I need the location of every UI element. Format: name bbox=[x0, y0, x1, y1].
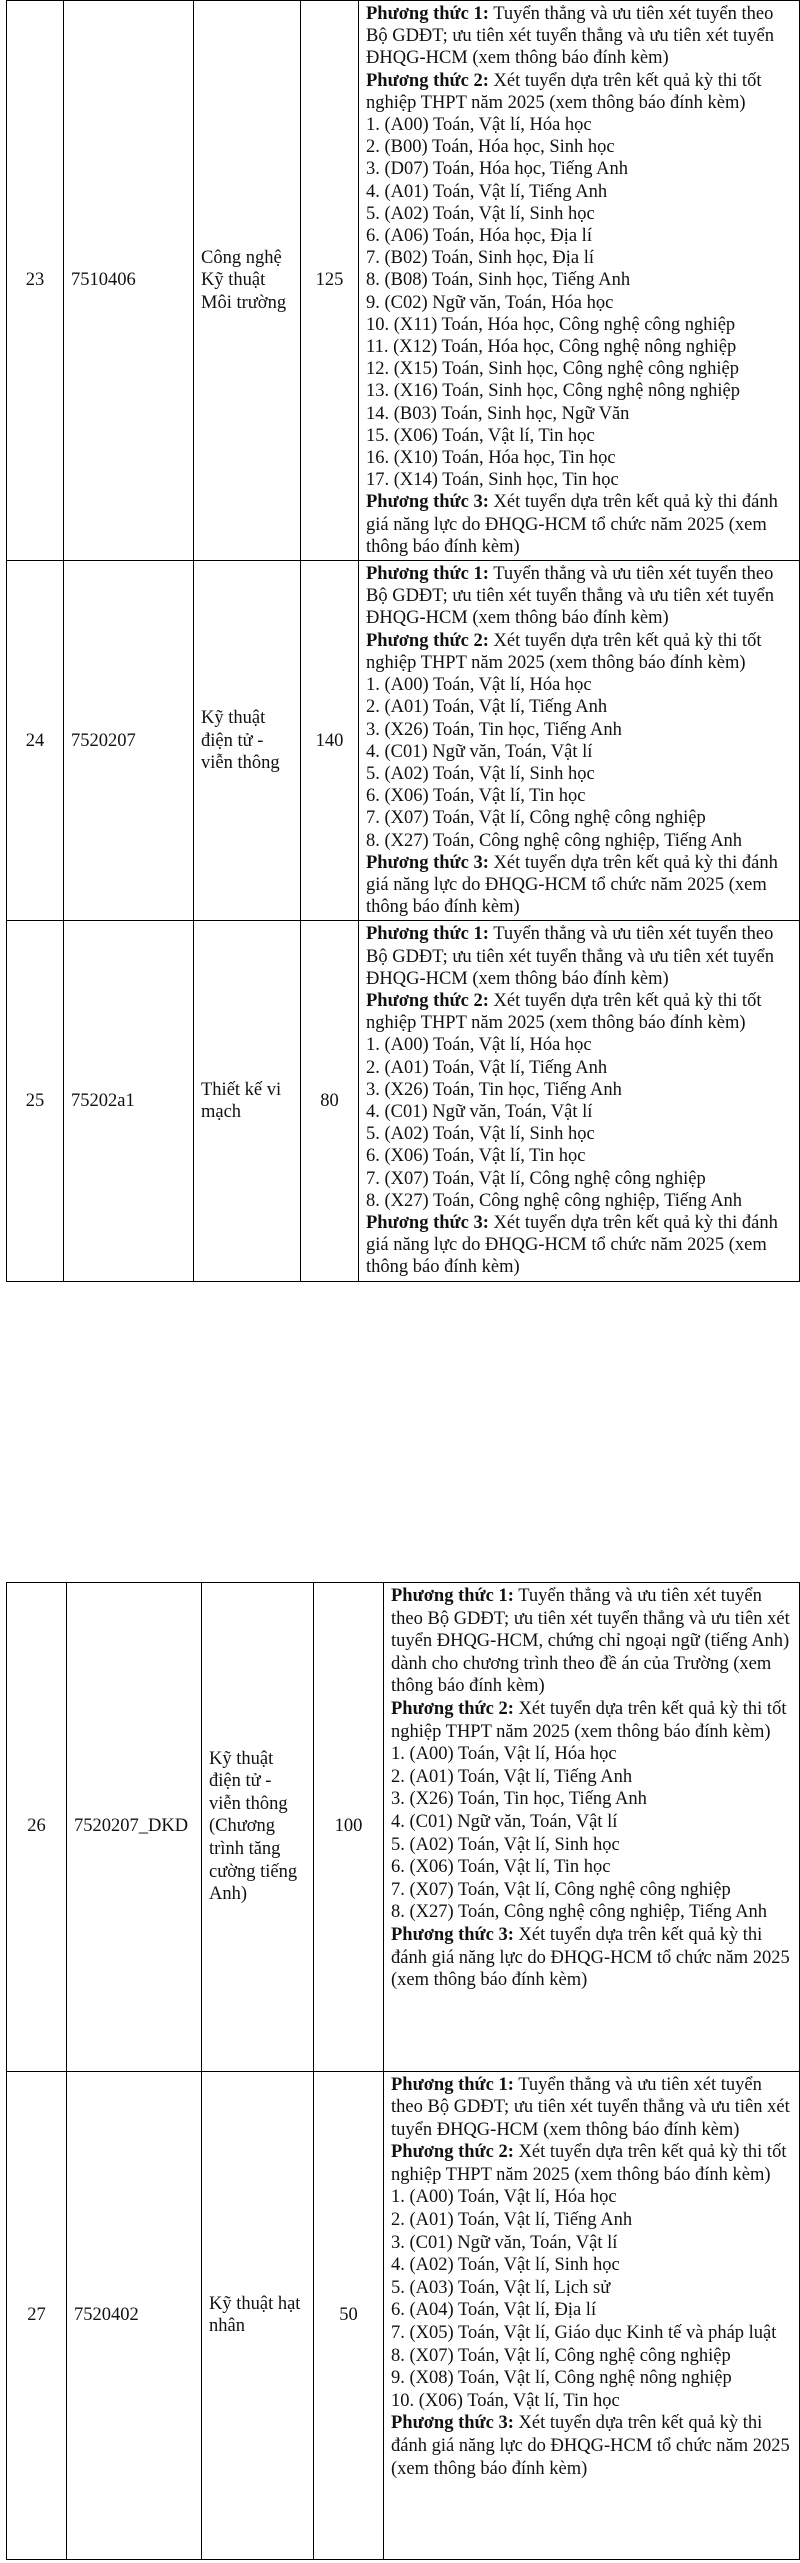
subject-combination-item: 8. (X27) Toán, Công nghệ công nghiệp, Tiếng Anh bbox=[366, 830, 743, 851]
subject-combination-list bbox=[366, 674, 792, 852]
major-name: Kỹ thuật hạt nhân bbox=[202, 2071, 314, 2560]
subject-combination-list bbox=[366, 1034, 792, 1212]
subject-combination-item: 5. (A02) Toán, Vật lí, Sinh học bbox=[366, 763, 595, 784]
row-number: 24 bbox=[7, 561, 64, 921]
admission-table-bottom bbox=[6, 1582, 800, 2560]
method-3-label: Phương thức 3: bbox=[391, 2413, 514, 2434]
major-code: 7520402 bbox=[67, 2071, 202, 2560]
subject-combination-item: 9. (X08) Toán, Vật lí, Công nghệ nông nghiệp bbox=[391, 2368, 732, 2389]
method-2-text: Xét tuyển dựa trên kết quả kỳ thi tốt nghiệp THPT năm 2025 (xem thông báo đính kèm) bbox=[366, 990, 762, 1034]
subject-combination-item: 7. (X07) Toán, Vật lí, Công nghệ công nghiệp bbox=[366, 1168, 706, 1189]
method-1 bbox=[391, 2074, 792, 2142]
admission-methods bbox=[359, 1, 800, 561]
subject-combination-item: 1. (A00) Toán, Vật lí, Hóa học bbox=[366, 1035, 592, 1056]
method-3-text: Xét tuyển dựa trên kết quả kỳ thi đánh giá năng lực do ĐHQG-HCM tổ chức năm 2025 (xem thông báo đính kèm) bbox=[391, 2413, 790, 2479]
subject-combination-item: 1. (A00) Toán, Vật lí, Hóa học bbox=[366, 115, 592, 136]
subject-combination-item: 2. (A01) Toán, Vật lí, Tiếng Anh bbox=[391, 2210, 633, 2231]
subject-combination-item: 8. (X27) Toán, Công nghệ công nghiệp, Tiếng Anh bbox=[391, 1902, 768, 1923]
major-code: 75202a1 bbox=[64, 921, 194, 1281]
method-3 bbox=[391, 2412, 792, 2480]
row-number: 27 bbox=[7, 2071, 67, 2560]
subject-combination-item: 2. (A01) Toán, Vật lí, Tiếng Anh bbox=[391, 1766, 633, 1787]
table-row bbox=[7, 561, 800, 921]
enrollment-target: 125 bbox=[301, 1, 359, 561]
method-3-label: Phương thức 3: bbox=[391, 1924, 514, 1945]
subject-combination-item: 13. (X16) Toán, Sinh học, Công nghệ nông nghiệp bbox=[366, 381, 740, 402]
enrollment-target: 50 bbox=[314, 2071, 384, 2560]
admission-methods bbox=[384, 1583, 800, 2072]
method-1 bbox=[366, 923, 792, 990]
major-code: 7520207 bbox=[64, 561, 194, 921]
method-1-label: Phương thức 1: bbox=[366, 924, 489, 945]
subject-combination-item: 1. (A00) Toán, Vật lí, Hóa học bbox=[366, 675, 592, 696]
major-code: 7520207_DKD bbox=[67, 1583, 202, 2072]
subject-combination-item: 17. (X14) Toán, Sinh học, Tin học bbox=[366, 470, 619, 491]
subject-combination-item: 10. (X11) Toán, Hóa học, Công nghệ công nghiệp bbox=[366, 314, 736, 335]
method-3-label: Phương thức 3: bbox=[366, 1212, 489, 1233]
major-code: 7510406 bbox=[64, 1, 194, 561]
subject-combination-list bbox=[391, 2186, 792, 2412]
admission-methods bbox=[359, 921, 800, 1281]
method-3-text: Xét tuyển dựa trên kết quả kỳ thi đánh giá năng lực do ĐHQG-HCM tổ chức năm 2025 (xem thông báo đính kèm) bbox=[391, 1924, 790, 1991]
subject-combination-item: 5. (A03) Toán, Vật lí, Lịch sử bbox=[391, 2277, 611, 2298]
method-1 bbox=[366, 3, 792, 70]
subject-combination-item: 6. (X06) Toán, Vật lí, Tin học bbox=[391, 1857, 611, 1878]
method-2 bbox=[366, 70, 792, 114]
table-row bbox=[7, 1, 800, 561]
major-name: Kỹ thuật điện tử - viễn thông (Chương trình tăng cường tiếng Anh) bbox=[202, 1583, 314, 2072]
subject-combination-item: 7. (X07) Toán, Vật lí, Công nghệ công nghiệp bbox=[391, 1879, 731, 1900]
subject-combination-item: 8. (X07) Toán, Vật lí, Công nghệ công nghiệp bbox=[391, 2345, 731, 2366]
admission-table-top bbox=[6, 0, 800, 1282]
method-3 bbox=[366, 1212, 792, 1279]
method-2-text: Xét tuyển dựa trên kết quả kỳ thi tốt nghiệp THPT năm 2025 (xem thông báo đính kèm) bbox=[391, 1698, 787, 1742]
subject-combination-item: 14. (B03) Toán, Sinh học, Ngữ Văn bbox=[366, 403, 630, 424]
method-2 bbox=[366, 990, 792, 1034]
subject-combination-item: 1. (A00) Toán, Vật lí, Hóa học bbox=[391, 1744, 617, 1765]
table-row bbox=[7, 2071, 800, 2560]
method-3-label: Phương thức 3: bbox=[366, 852, 489, 873]
subject-combination-item: 6. (A06) Toán, Hóa học, Địa lí bbox=[366, 226, 592, 247]
method-3-label: Phương thức 3: bbox=[366, 492, 489, 513]
subject-combination-list bbox=[366, 114, 792, 491]
method-2-label: Phương thức 2: bbox=[366, 990, 489, 1011]
subject-combination-item: 7. (B02) Toán, Sinh học, Địa lí bbox=[366, 248, 595, 269]
method-1-text: Tuyển thẳng và ưu tiên xét tuyển theo Bộ GDĐT; ưu tiên xét tuyển thẳng và ưu tiên xét tuyển ĐHQG-HCM (xem thông báo đính kèm) bbox=[366, 924, 774, 989]
method-1-text: Tuyển thẳng và ưu tiên xét tuyển theo Bộ GDĐT; ưu tiên xét tuyển thẳng và ưu tiên xét tuyển ĐHQG-HCM (xem thông báo đính kèm) bbox=[366, 4, 774, 69]
method-1-label: Phương thức 1: bbox=[366, 4, 489, 24]
admission-methods bbox=[384, 2071, 800, 2560]
table-row bbox=[7, 921, 800, 1281]
subject-combination-item: 2. (A01) Toán, Vật lí, Tiếng Anh bbox=[366, 1057, 608, 1078]
method-3-text: Xét tuyển dựa trên kết quả kỳ thi đánh giá năng lực do ĐHQG-HCM tổ chức năm 2025 (xem thông báo đính kèm) bbox=[366, 492, 778, 557]
method-2-label: Phương thức 2: bbox=[366, 630, 489, 651]
subject-combination-item: 6. (X06) Toán, Vật lí, Tin học bbox=[366, 1146, 586, 1167]
subject-combination-item: 7. (X05) Toán, Vật lí, Giáo dục Kinh tế và pháp luật bbox=[391, 2323, 777, 2344]
subject-combination-item: 8. (X27) Toán, Công nghệ công nghiệp, Tiếng Anh bbox=[366, 1190, 743, 1211]
method-3 bbox=[366, 852, 792, 919]
method-3-text: Xét tuyển dựa trên kết quả kỳ thi đánh giá năng lực do ĐHQG-HCM tổ chức năm 2025 (xem thông báo đính kèm) bbox=[366, 852, 778, 918]
method-2-label: Phương thức 2: bbox=[391, 2142, 514, 2163]
major-name: Thiết kế vi mạch bbox=[194, 921, 301, 1281]
subject-combination-item: 8. (B08) Toán, Sinh học, Tiếng Anh bbox=[366, 270, 631, 291]
method-1-label: Phương thức 1: bbox=[391, 1586, 514, 1606]
admission-methods bbox=[359, 561, 800, 921]
subject-combination-item: 1. (A00) Toán, Vật lí, Hóa học bbox=[391, 2187, 617, 2208]
subject-combination-item: 2. (A01) Toán, Vật lí, Tiếng Anh bbox=[366, 697, 608, 718]
method-2 bbox=[366, 630, 792, 674]
subject-combination-item: 4. (C01) Ngữ văn, Toán, Vật lí bbox=[366, 741, 593, 762]
major-name: Công nghệ Kỹ thuật Môi trường bbox=[194, 1, 301, 561]
method-2-text: Xét tuyển dựa trên kết quả kỳ thi tốt nghiệp THPT năm 2025 (xem thông báo đính kèm) bbox=[366, 70, 762, 113]
subject-combination-item: 5. (A02) Toán, Vật lí, Sinh học bbox=[366, 1124, 595, 1145]
method-3 bbox=[366, 491, 792, 558]
row-number: 23 bbox=[7, 1, 64, 561]
method-1-label: Phương thức 1: bbox=[366, 564, 489, 585]
method-3 bbox=[391, 1924, 792, 1992]
method-1-text: Tuyển thẳng và ưu tiên xét tuyển theo Bộ GDĐT; ưu tiên xét tuyển thẳng và ưu tiên xét tuyển ĐHQG-HCM (xem thông báo đính kèm) bbox=[366, 564, 774, 629]
subject-combination-item: 4. (A02) Toán, Vật lí, Sinh học bbox=[391, 2255, 620, 2276]
subject-combination-item: 11. (X12) Toán, Hóa học, Công nghệ nông nghiệp bbox=[366, 337, 737, 358]
major-name: Kỹ thuật điện tử - viễn thông bbox=[194, 561, 301, 921]
row-number: 25 bbox=[7, 921, 64, 1281]
method-1-text: Tuyển thẳng và ưu tiên xét tuyển theo Bộ GDĐT; ưu tiên xét tuyển thẳng và ưu tiên xét tuyển ĐHQG-HCM, chứng chỉ ngoại ngữ (tiếng Anh) dành cho chương trình theo đề án của Trường (xem thông báo đính kèm) bbox=[391, 1586, 790, 1697]
method-2-text: Xét tuyển dựa trên kết quả kỳ thi tốt nghiệp THPT năm 2025 (xem thông báo đính kèm) bbox=[366, 630, 762, 673]
subject-combination-item: 3. (X26) Toán, Tin học, Tiếng Anh bbox=[391, 1789, 647, 1810]
method-2 bbox=[391, 1698, 792, 1743]
method-2 bbox=[391, 2141, 792, 2186]
method-2-label: Phương thức 2: bbox=[366, 70, 489, 91]
method-1-label: Phương thức 1: bbox=[391, 2074, 514, 2095]
subject-combination-item: 7. (X07) Toán, Vật lí, Công nghệ công nghiệp bbox=[366, 808, 706, 829]
subject-combination-item: 3. (C01) Ngữ văn, Toán, Vật lí bbox=[391, 2232, 618, 2253]
method-2-label: Phương thức 2: bbox=[391, 1698, 514, 1719]
subject-combination-item: 12. (X15) Toán, Sinh học, Công nghệ công nghiệp bbox=[366, 359, 739, 380]
row-number: 26 bbox=[7, 1583, 67, 2072]
method-3-text: Xét tuyển dựa trên kết quả kỳ thi đánh giá năng lực do ĐHQG-HCM tổ chức năm 2025 (xem thông báo đính kèm) bbox=[366, 1212, 778, 1278]
method-1 bbox=[391, 1585, 792, 1698]
subject-combination-item: 5. (A02) Toán, Vật lí, Sinh học bbox=[366, 203, 595, 224]
subject-combination-item: 4. (A01) Toán, Vật lí, Tiếng Anh bbox=[366, 181, 608, 202]
method-1 bbox=[366, 563, 792, 630]
subject-combination-item: 9. (C02) Ngữ văn, Toán, Hóa học bbox=[366, 292, 614, 313]
enrollment-target: 100 bbox=[314, 1583, 384, 2072]
subject-combination-item: 16. (X10) Toán, Hóa học, Tin học bbox=[366, 448, 616, 469]
subject-combination-item: 2. (B00) Toán, Hóa học, Sinh học bbox=[366, 137, 615, 158]
subject-combination-item: 6. (A04) Toán, Vật lí, Địa lí bbox=[391, 2300, 597, 2321]
subject-combination-item: 10. (X06) Toán, Vật lí, Tin học bbox=[391, 2390, 620, 2411]
method-1-text: Tuyển thẳng và ưu tiên xét tuyển theo Bộ GDĐT; ưu tiên xét tuyển thẳng và ưu tiên xét tuyển ĐHQG-HCM (xem thông báo đính kèm) bbox=[391, 2074, 790, 2140]
table-row bbox=[7, 1583, 800, 2072]
enrollment-target: 140 bbox=[301, 561, 359, 921]
subject-combination-item: 15. (X06) Toán, Vật lí, Tin học bbox=[366, 425, 595, 446]
subject-combination-item: 5. (A02) Toán, Vật lí, Sinh học bbox=[391, 1834, 620, 1855]
subject-combination-item: 3. (D07) Toán, Hóa học, Tiếng Anh bbox=[366, 159, 628, 180]
enrollment-target: 80 bbox=[301, 921, 359, 1281]
subject-combination-item: 6. (X06) Toán, Vật lí, Tin học bbox=[366, 786, 586, 807]
subject-combination-item: 3. (X26) Toán, Tin học, Tiếng Anh bbox=[366, 719, 622, 740]
subject-combination-item: 4. (C01) Ngữ văn, Toán, Vật lí bbox=[366, 1101, 593, 1122]
subject-combination-item: 4. (C01) Ngữ văn, Toán, Vật lí bbox=[391, 1811, 618, 1832]
subject-combination-item: 3. (X26) Toán, Tin học, Tiếng Anh bbox=[366, 1079, 622, 1100]
method-2-text: Xét tuyển dựa trên kết quả kỳ thi tốt nghiệp THPT năm 2025 (xem thông báo đính kèm) bbox=[391, 2142, 787, 2185]
subject-combination-list bbox=[391, 1743, 792, 1924]
